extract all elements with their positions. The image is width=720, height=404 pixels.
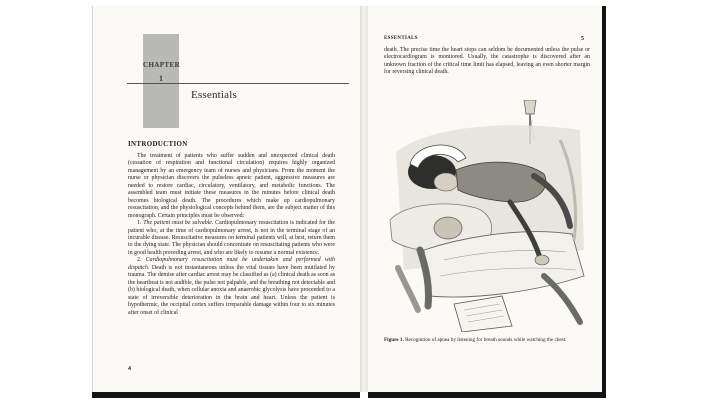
figure-caption-text: Recognition of apnea by listening for breath sounds while watching the chest.	[405, 337, 567, 343]
chapter-rule	[127, 83, 349, 84]
page-number-right: 5	[581, 36, 584, 42]
principle-number: 1.	[137, 220, 144, 227]
paragraph-intro: The treatment of patients who suffer sudden and unexpected clinical death (cessation of respiration and functional circulation) requires highly organized management by an emergency team of nurses and physicians. From the moment the nurse or physician discovers the pulseless apneic patient, aggressive measures are needed to restore cardiac, circulatory, ventilatory, and metabolic functions. The assembled team must initiate these measures in the minutes before clinical death becomes biological death. The procedures which make up cardiopulmonary resuscitation, and the physiological concepts behind them, are the subject matter of this monograph. Certain principles must be observed:	[128, 153, 335, 219]
chapter-number: 1	[159, 74, 163, 83]
principle-emphasis: Cardiopulmonary resuscitation must be undertaken and performed with dispatch.	[128, 257, 335, 271]
chapter-title: Essentials	[191, 89, 237, 101]
chapter-label: CHAPTER	[143, 61, 181, 69]
scan-border-right	[602, 6, 606, 398]
chapter-marker	[143, 34, 179, 128]
figure-illustration	[384, 100, 594, 332]
section-heading: INTRODUCTION	[128, 140, 188, 148]
paragraph-principle-2	[128, 257, 335, 317]
body-text	[128, 153, 335, 317]
continued-text	[384, 47, 590, 76]
scan-border-bottom-left	[92, 392, 360, 398]
figure-label: Figure 1.	[384, 337, 404, 343]
principle-text: Cardiopulmonary resuscitation is indicated for the patient who, at the time of cardiopulmonary arrest, is not in the terminal stage of an incurable disease. Resuscitative measures on terminal patients will, at best, return them to the dying state. The physician should concentrate on resuscitating patients who were in good health preceding arrest, and who are likely to resume a normal existence.	[128, 220, 335, 256]
page-number-left: 4	[128, 366, 131, 372]
continued-paragraph: death. The precise time the heart stops can seldom be documented unless the pulse or electrocardiogram is monitored. Usually, the catastrophe is discovered after an unknown fraction of the critical time limit has elapsed, leaving an even shorter margin for reversing clinical death.	[384, 47, 590, 75]
principle-text: Death is not instantaneous unless the vital tissues have been mutilated by trauma. The demise after cardiac arrest may be classified as (a) clinical death as soon as the heartbeat is not audible, the pulse not palpable, and the breathing not detectable and (b) biological death, when cellular anoxia and anaerobic glycolysis have proceeded to a state of irreversible deterioration in the brain and heart. Unless the patient is hypothermic, the occipital cortex suffers irreparable damage within four to six minutes after onset of clinical	[128, 264, 335, 316]
paragraph-principle-1	[128, 220, 335, 257]
figure-caption	[384, 337, 592, 344]
scan-border-bottom-right	[368, 392, 602, 398]
principle-number: 2.	[137, 257, 146, 264]
running-head: ESSENTIALS	[384, 36, 418, 41]
right-page	[368, 6, 602, 392]
book-gutter	[360, 6, 368, 392]
principle-emphasis: The patient must be salvable.	[143, 220, 214, 227]
left-page	[92, 6, 361, 392]
